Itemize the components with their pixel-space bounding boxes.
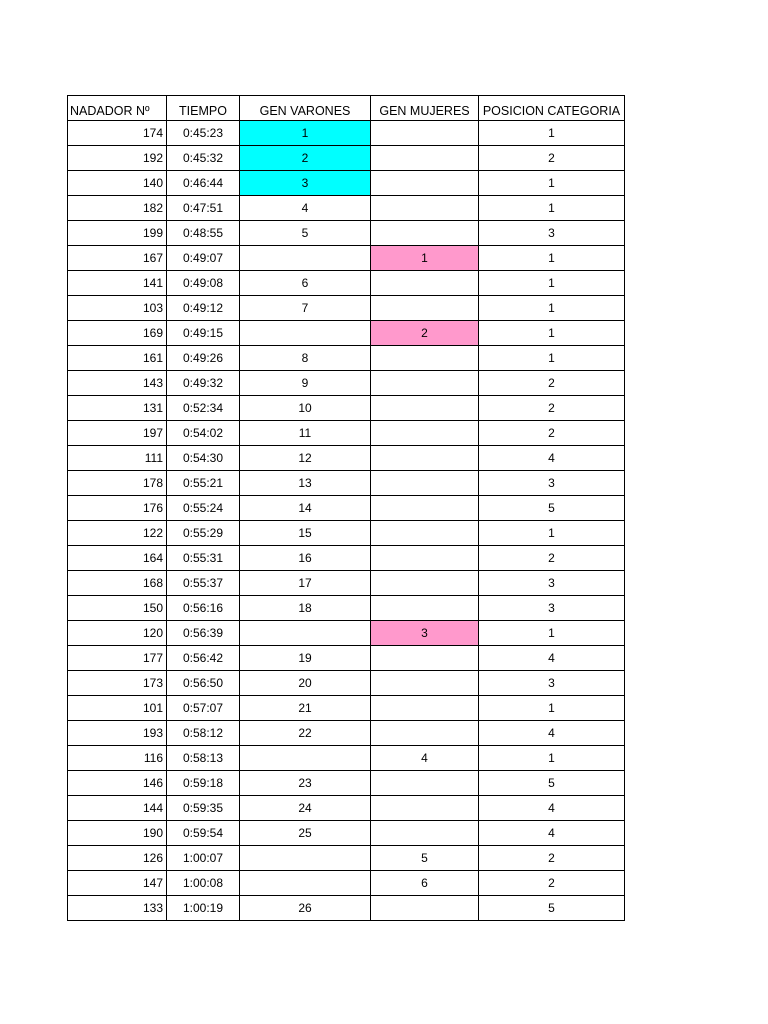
cell-gen-mujeres <box>371 196 479 221</box>
cell-tiempo: 0:55:21 <box>167 471 240 496</box>
cell-tiempo: 1:00:19 <box>167 896 240 921</box>
cell-gen-mujeres <box>371 121 479 146</box>
table-row <box>68 771 625 796</box>
cell-gen-mujeres <box>371 721 479 746</box>
cell-gen-varones: 1 <box>240 121 371 146</box>
cell-nadador: 197 <box>68 421 167 446</box>
cell-gen-varones: 3 <box>240 171 371 196</box>
cell-gen-varones: 25 <box>240 821 371 846</box>
cell-nadador: 168 <box>68 571 167 596</box>
cell-posicion-categoria: 2 <box>479 146 625 171</box>
cell-tiempo: 0:49:32 <box>167 371 240 396</box>
cell-posicion-categoria: 3 <box>479 221 625 246</box>
table-row <box>68 596 625 621</box>
cell-posicion-categoria: 1 <box>479 746 625 771</box>
cell-nadador: 144 <box>68 796 167 821</box>
cell-gen-varones <box>240 246 371 271</box>
cell-posicion-categoria: 3 <box>479 671 625 696</box>
cell-tiempo: 0:56:42 <box>167 646 240 671</box>
cell-gen-mujeres <box>371 371 479 396</box>
cell-nadador: 131 <box>68 396 167 421</box>
cell-gen-varones <box>240 871 371 896</box>
cell-gen-mujeres: 3 <box>371 621 479 646</box>
table-row <box>68 396 625 421</box>
table-row <box>68 421 625 446</box>
header-gen-varones: GEN VARONES <box>240 96 371 121</box>
cell-tiempo: 0:49:12 <box>167 296 240 321</box>
table-row <box>68 646 625 671</box>
table-row <box>68 621 625 646</box>
cell-gen-mujeres: 1 <box>371 246 479 271</box>
cell-posicion-categoria: 1 <box>479 521 625 546</box>
cell-posicion-categoria: 2 <box>479 546 625 571</box>
cell-gen-mujeres: 6 <box>371 871 479 896</box>
cell-tiempo: 0:56:16 <box>167 596 240 621</box>
table-row <box>68 496 625 521</box>
cell-posicion-categoria: 1 <box>479 196 625 221</box>
cell-nadador: 140 <box>68 171 167 196</box>
cell-gen-mujeres <box>371 796 479 821</box>
cell-posicion-categoria: 3 <box>479 471 625 496</box>
cell-posicion-categoria: 5 <box>479 771 625 796</box>
cell-tiempo: 0:49:07 <box>167 246 240 271</box>
table-row <box>68 696 625 721</box>
cell-nadador: 101 <box>68 696 167 721</box>
cell-nadador: 161 <box>68 346 167 371</box>
cell-gen-mujeres <box>371 421 479 446</box>
cell-posicion-categoria: 1 <box>479 171 625 196</box>
table-row <box>68 821 625 846</box>
cell-tiempo: 0:55:24 <box>167 496 240 521</box>
cell-posicion-categoria: 4 <box>479 821 625 846</box>
table-row <box>68 671 625 696</box>
cell-gen-mujeres <box>371 221 479 246</box>
cell-tiempo: 0:59:18 <box>167 771 240 796</box>
cell-gen-mujeres <box>371 146 479 171</box>
cell-gen-mujeres <box>371 496 479 521</box>
cell-tiempo: 0:45:32 <box>167 146 240 171</box>
cell-gen-mujeres <box>371 821 479 846</box>
cell-gen-varones: 18 <box>240 596 371 621</box>
header-row <box>68 96 625 121</box>
table-row <box>68 146 625 171</box>
cell-gen-mujeres <box>371 546 479 571</box>
cell-tiempo: 0:49:08 <box>167 271 240 296</box>
cell-gen-mujeres <box>371 446 479 471</box>
cell-nadador: 133 <box>68 896 167 921</box>
cell-gen-mujeres: 2 <box>371 321 479 346</box>
cell-gen-varones: 2 <box>240 146 371 171</box>
cell-posicion-categoria: 1 <box>479 621 625 646</box>
cell-nadador: 150 <box>68 596 167 621</box>
cell-gen-mujeres <box>371 571 479 596</box>
cell-nadador: 182 <box>68 196 167 221</box>
table-row <box>68 521 625 546</box>
cell-nadador: 178 <box>68 471 167 496</box>
cell-gen-mujeres <box>371 346 479 371</box>
table-row <box>68 221 625 246</box>
cell-gen-varones: 13 <box>240 471 371 496</box>
cell-nadador: 177 <box>68 646 167 671</box>
cell-posicion-categoria: 3 <box>479 596 625 621</box>
cell-gen-varones: 24 <box>240 796 371 821</box>
cell-posicion-categoria: 2 <box>479 421 625 446</box>
cell-nadador: 174 <box>68 121 167 146</box>
cell-nadador: 120 <box>68 621 167 646</box>
cell-nadador: 193 <box>68 721 167 746</box>
cell-nadador: 111 <box>68 446 167 471</box>
cell-gen-varones: 26 <box>240 896 371 921</box>
cell-gen-mujeres <box>371 646 479 671</box>
cell-tiempo: 0:46:44 <box>167 171 240 196</box>
cell-nadador: 143 <box>68 371 167 396</box>
results-table <box>67 95 625 921</box>
table-row <box>68 446 625 471</box>
cell-gen-mujeres <box>371 896 479 921</box>
table-row <box>68 371 625 396</box>
cell-gen-varones <box>240 846 371 871</box>
table-row <box>68 796 625 821</box>
table-row <box>68 871 625 896</box>
header-nadador: NADADOR Nº <box>68 96 167 121</box>
cell-gen-mujeres <box>371 171 479 196</box>
cell-gen-varones: 16 <box>240 546 371 571</box>
cell-tiempo: 0:59:35 <box>167 796 240 821</box>
cell-nadador: 146 <box>68 771 167 796</box>
cell-tiempo: 0:54:02 <box>167 421 240 446</box>
cell-gen-varones: 20 <box>240 671 371 696</box>
cell-posicion-categoria: 1 <box>479 321 625 346</box>
cell-nadador: 167 <box>68 246 167 271</box>
cell-gen-mujeres <box>371 671 479 696</box>
table-row <box>68 196 625 221</box>
cell-tiempo: 0:59:54 <box>167 821 240 846</box>
cell-gen-varones <box>240 621 371 646</box>
cell-nadador: 173 <box>68 671 167 696</box>
cell-posicion-categoria: 2 <box>479 846 625 871</box>
cell-posicion-categoria: 5 <box>479 496 625 521</box>
cell-gen-varones: 8 <box>240 346 371 371</box>
cell-gen-varones: 22 <box>240 721 371 746</box>
cell-posicion-categoria: 1 <box>479 246 625 271</box>
cell-tiempo: 0:47:51 <box>167 196 240 221</box>
cell-gen-varones: 6 <box>240 271 371 296</box>
header-gen-mujeres: GEN MUJERES <box>371 96 479 121</box>
cell-posicion-categoria: 4 <box>479 721 625 746</box>
table-header <box>68 96 625 121</box>
cell-nadador: 103 <box>68 296 167 321</box>
cell-gen-mujeres <box>371 596 479 621</box>
cell-nadador: 169 <box>68 321 167 346</box>
cell-gen-mujeres <box>371 696 479 721</box>
table-row <box>68 746 625 771</box>
cell-posicion-categoria: 2 <box>479 371 625 396</box>
cell-nadador: 116 <box>68 746 167 771</box>
table-row <box>68 721 625 746</box>
cell-nadador: 190 <box>68 821 167 846</box>
cell-gen-varones: 7 <box>240 296 371 321</box>
cell-posicion-categoria: 1 <box>479 696 625 721</box>
cell-tiempo: 0:52:34 <box>167 396 240 421</box>
cell-gen-varones: 21 <box>240 696 371 721</box>
cell-tiempo: 0:55:29 <box>167 521 240 546</box>
cell-posicion-categoria: 2 <box>479 871 625 896</box>
cell-gen-varones: 4 <box>240 196 371 221</box>
table-row <box>68 896 625 921</box>
cell-nadador: 141 <box>68 271 167 296</box>
cell-nadador: 164 <box>68 546 167 571</box>
table-row <box>68 246 625 271</box>
cell-tiempo: 0:49:15 <box>167 321 240 346</box>
cell-tiempo: 1:00:07 <box>167 846 240 871</box>
cell-gen-varones <box>240 321 371 346</box>
cell-tiempo: 0:58:12 <box>167 721 240 746</box>
cell-tiempo: 0:57:07 <box>167 696 240 721</box>
table-row <box>68 546 625 571</box>
cell-nadador: 126 <box>68 846 167 871</box>
cell-tiempo: 0:55:37 <box>167 571 240 596</box>
cell-gen-mujeres <box>371 771 479 796</box>
cell-gen-mujeres: 4 <box>371 746 479 771</box>
table-row <box>68 171 625 196</box>
cell-gen-varones: 19 <box>240 646 371 671</box>
cell-tiempo: 0:56:39 <box>167 621 240 646</box>
cell-gen-varones: 9 <box>240 371 371 396</box>
cell-gen-mujeres <box>371 396 479 421</box>
table-row <box>68 271 625 296</box>
table-row <box>68 571 625 596</box>
cell-posicion-categoria: 5 <box>479 896 625 921</box>
cell-posicion-categoria: 4 <box>479 646 625 671</box>
cell-gen-varones: 10 <box>240 396 371 421</box>
cell-gen-varones: 11 <box>240 421 371 446</box>
table-row <box>68 346 625 371</box>
cell-posicion-categoria: 4 <box>479 796 625 821</box>
cell-gen-varones <box>240 746 371 771</box>
cell-tiempo: 0:54:30 <box>167 446 240 471</box>
cell-nadador: 147 <box>68 871 167 896</box>
header-posicion-categoria: POSICION CATEGORIA <box>479 96 625 121</box>
table-row <box>68 846 625 871</box>
cell-nadador: 199 <box>68 221 167 246</box>
cell-posicion-categoria: 1 <box>479 346 625 371</box>
cell-nadador: 122 <box>68 521 167 546</box>
cell-posicion-categoria: 1 <box>479 296 625 321</box>
table-body <box>68 121 625 921</box>
table-row <box>68 321 625 346</box>
cell-gen-varones: 15 <box>240 521 371 546</box>
cell-gen-mujeres <box>371 471 479 496</box>
cell-posicion-categoria: 1 <box>479 271 625 296</box>
cell-gen-varones: 5 <box>240 221 371 246</box>
cell-tiempo: 0:48:55 <box>167 221 240 246</box>
cell-gen-varones: 14 <box>240 496 371 521</box>
table-row <box>68 296 625 321</box>
cell-tiempo: 0:45:23 <box>167 121 240 146</box>
table-row <box>68 121 625 146</box>
cell-tiempo: 0:56:50 <box>167 671 240 696</box>
cell-tiempo: 1:00:08 <box>167 871 240 896</box>
cell-gen-mujeres <box>371 271 479 296</box>
cell-gen-mujeres <box>371 521 479 546</box>
cell-gen-varones: 23 <box>240 771 371 796</box>
cell-gen-varones: 12 <box>240 446 371 471</box>
cell-gen-mujeres: 5 <box>371 846 479 871</box>
cell-posicion-categoria: 3 <box>479 571 625 596</box>
cell-tiempo: 0:58:13 <box>167 746 240 771</box>
cell-gen-mujeres <box>371 296 479 321</box>
cell-posicion-categoria: 1 <box>479 121 625 146</box>
cell-nadador: 192 <box>68 146 167 171</box>
cell-posicion-categoria: 4 <box>479 446 625 471</box>
cell-tiempo: 0:49:26 <box>167 346 240 371</box>
cell-tiempo: 0:55:31 <box>167 546 240 571</box>
table-row <box>68 471 625 496</box>
cell-posicion-categoria: 2 <box>479 396 625 421</box>
cell-nadador: 176 <box>68 496 167 521</box>
header-tiempo: TIEMPO <box>167 96 240 121</box>
cell-gen-varones: 17 <box>240 571 371 596</box>
